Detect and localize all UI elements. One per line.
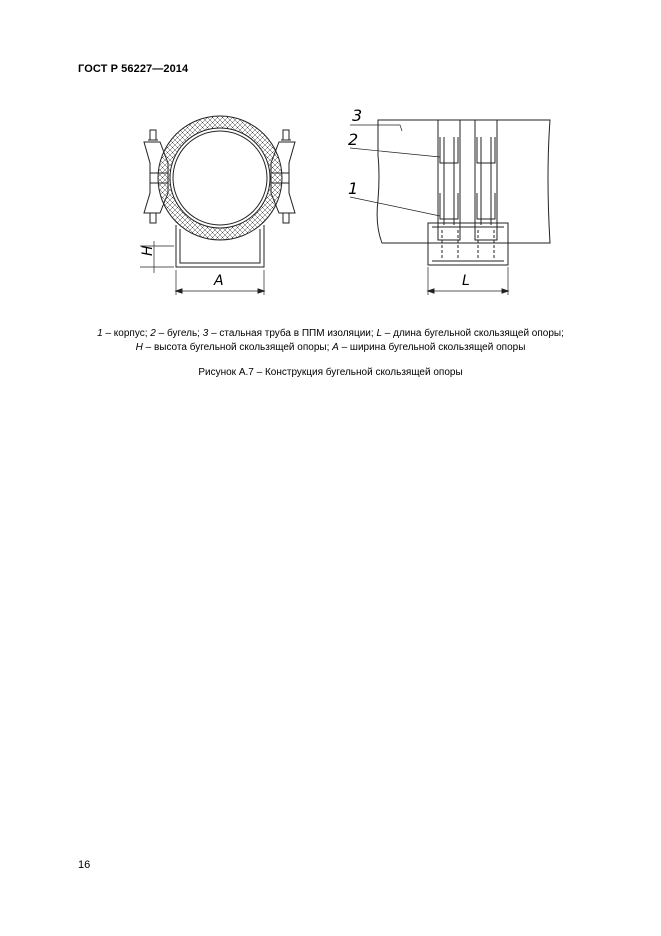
- cross-section-view: [140, 116, 295, 295]
- figure-legend: [60, 327, 601, 355]
- dim-label-a: A: [214, 273, 224, 289]
- legend-line-2: [136, 342, 526, 353]
- legend-key: 2: [150, 328, 156, 339]
- legend-key: L: [376, 328, 382, 339]
- legend-text: – корпус;: [102, 328, 151, 339]
- legend-text: – ширина бугельной скользящей опоры: [338, 342, 526, 353]
- callout-1: 1: [348, 179, 359, 198]
- dim-label-l: L: [462, 273, 470, 289]
- legend-text: – высота бугельной скользящей опоры;: [142, 342, 333, 353]
- legend-key: 3: [202, 328, 209, 339]
- legend-line-1: [97, 328, 564, 339]
- legend-key: H: [135, 342, 143, 353]
- legend-key: 1: [97, 328, 103, 339]
- side-elevation-view: [350, 120, 550, 295]
- figure-title: Рисунок А.7 – Конструкция бугельной скользящей опоры: [198, 367, 463, 378]
- page-number: 16: [78, 859, 91, 871]
- dim-label-h: H: [140, 245, 156, 256]
- callout-2: 2: [348, 130, 359, 149]
- legend-text: – бугель;: [155, 328, 203, 339]
- legend-text: – длина бугельной скользящей опоры;: [382, 328, 564, 339]
- legend-text: – стальная труба в ППМ изоляции;: [208, 328, 377, 339]
- document-header: ГОСТ Р 56227—2014: [78, 63, 189, 75]
- technical-drawing: [120, 95, 570, 305]
- callout-3: 3: [352, 106, 363, 125]
- legend-key: A: [332, 342, 339, 353]
